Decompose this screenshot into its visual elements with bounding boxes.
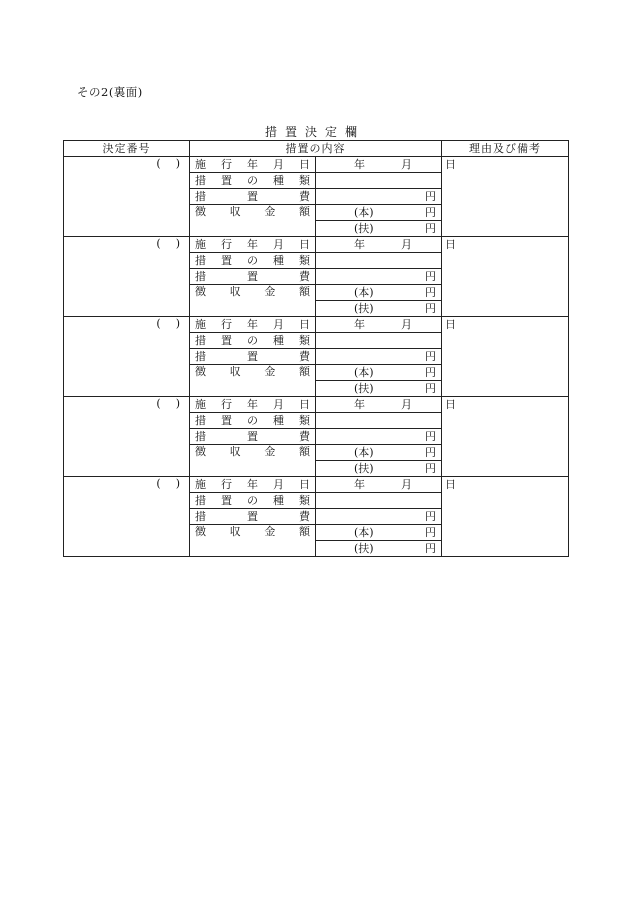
measure-decision-table [63, 140, 569, 557]
label-char: 年 [247, 477, 258, 491]
label-char: 措 [195, 253, 206, 267]
principal-marker: (本) [354, 365, 374, 379]
measure-kind-value[interactable] [316, 493, 442, 509]
label-char: 置 [247, 509, 258, 523]
label-char: 徴 [195, 205, 206, 218]
year-unit: 年 [354, 477, 365, 491]
label-char: 行 [221, 317, 232, 331]
label-char: 徴 [195, 285, 206, 298]
label-char: 置 [247, 429, 258, 443]
decision-number-placeholder: ( ) [156, 477, 182, 490]
yen-unit: 円 [425, 525, 436, 539]
yen-unit: 円 [425, 509, 436, 523]
label-char: 額 [298, 285, 310, 298]
label-char: 日 [299, 237, 310, 251]
label-char: 金 [264, 365, 276, 378]
yen-unit: 円 [425, 349, 436, 363]
decision-number-placeholder: ( ) [156, 157, 182, 170]
collection-support-value[interactable] [316, 381, 442, 397]
label-char: 月 [273, 397, 284, 411]
header-row [64, 141, 569, 157]
enforcement-date-value[interactable] [316, 397, 456, 413]
principal-marker: (本) [354, 285, 374, 299]
measure-kind-value[interactable] [316, 333, 442, 349]
label-collection-amount [190, 285, 316, 317]
month-unit: 月 [401, 317, 412, 331]
label-char: 施 [195, 477, 206, 491]
principal-marker: (本) [354, 445, 374, 459]
label-measure-kind [190, 333, 316, 349]
record-row-date [64, 477, 569, 493]
label-char: 額 [298, 205, 310, 218]
label-char: 金 [264, 445, 276, 458]
page-side-label: その2(裏面) [77, 85, 143, 99]
principal-marker: (本) [354, 205, 374, 219]
label-char: 置 [247, 349, 258, 363]
year-unit: 年 [354, 237, 365, 251]
measure-cost-value[interactable] [316, 509, 442, 525]
collection-support-value[interactable] [316, 221, 442, 237]
measure-kind-value[interactable] [316, 253, 442, 269]
principal-marker: (本) [354, 525, 374, 539]
measure-content-header: 措置の内容 [190, 141, 442, 157]
label-char: の [247, 413, 258, 427]
yen-unit: 円 [425, 461, 436, 475]
day-unit: 日 [445, 397, 456, 411]
remarks-header: 理由及び備考 [442, 141, 569, 157]
label-char: 類 [299, 253, 310, 267]
label-measure-cost [190, 509, 316, 525]
label-measure-cost [190, 429, 316, 445]
yen-unit: 円 [425, 381, 436, 395]
year-unit: 年 [354, 157, 365, 171]
label-enforcement-date [190, 397, 316, 413]
remarks-cell[interactable] [442, 317, 569, 397]
collection-principal-value[interactable] [316, 445, 442, 461]
label-char: 金 [264, 205, 276, 218]
yen-unit: 円 [425, 269, 436, 283]
measure-cost-value[interactable] [316, 189, 442, 205]
support-marker: (扶) [354, 541, 374, 555]
day-unit: 日 [445, 157, 456, 171]
label-char: 費 [299, 189, 310, 203]
decision-number-cell[interactable] [64, 237, 190, 317]
yen-unit: 円 [425, 301, 436, 315]
label-measure-cost [190, 349, 316, 365]
label-char: 種 [273, 253, 284, 267]
label-char: 種 [273, 493, 284, 507]
decision-number-header: 決定番号 [64, 141, 190, 157]
measure-kind-value[interactable] [316, 413, 442, 429]
day-unit: 日 [445, 477, 456, 491]
label-char: 措 [195, 349, 206, 363]
month-unit: 月 [401, 477, 412, 491]
label-char: の [247, 253, 258, 267]
collection-support-value[interactable] [316, 541, 442, 557]
decision-number-placeholder: ( ) [156, 317, 182, 330]
label-char: 費 [299, 269, 310, 283]
collection-principal-value[interactable] [316, 205, 442, 221]
record-row-date [64, 237, 569, 253]
measure-cost-value[interactable] [316, 429, 442, 445]
label-char: 収 [229, 285, 241, 298]
label-enforcement-date [190, 237, 316, 253]
collection-support-value[interactable] [316, 301, 442, 317]
label-char: 類 [299, 333, 310, 347]
yen-unit: 円 [425, 445, 436, 459]
decision-number-cell[interactable] [64, 397, 190, 477]
label-char: 置 [221, 173, 232, 187]
yen-unit: 円 [425, 221, 436, 235]
label-char: 措 [195, 173, 206, 187]
label-char: 金 [264, 285, 276, 298]
label-char: 施 [195, 157, 206, 171]
label-char: 費 [299, 429, 310, 443]
label-measure-kind [190, 173, 316, 189]
label-char: 収 [229, 445, 241, 458]
month-unit: 月 [401, 397, 412, 411]
label-char: 月 [273, 317, 284, 331]
label-char: 置 [221, 413, 232, 427]
year-unit: 年 [354, 317, 365, 331]
label-measure-kind [190, 253, 316, 269]
remarks-cell[interactable] [442, 237, 569, 317]
yen-unit: 円 [425, 365, 436, 379]
label-collection-amount [190, 445, 316, 477]
label-char: 日 [299, 317, 310, 331]
label-char: 置 [221, 333, 232, 347]
label-char: 額 [298, 445, 310, 458]
yen-unit: 円 [425, 429, 436, 443]
label-char: 月 [273, 477, 284, 491]
measure-kind-value[interactable] [316, 173, 442, 189]
label-collection-amount [190, 365, 316, 397]
label-char: 日 [299, 397, 310, 411]
label-char: 徴 [195, 365, 206, 378]
support-marker: (扶) [354, 461, 374, 475]
remarks-cell[interactable] [442, 157, 569, 237]
label-char: 徴 [195, 445, 206, 458]
month-unit: 月 [401, 237, 412, 251]
measure-cost-value[interactable] [316, 349, 442, 365]
support-marker: (扶) [354, 381, 374, 395]
collection-principal-value[interactable] [316, 525, 442, 541]
label-enforcement-date [190, 157, 316, 173]
label-char: 年 [247, 317, 258, 331]
label-char: 措 [195, 333, 206, 347]
label-char: 収 [229, 525, 241, 538]
label-collection-amount [190, 205, 316, 237]
label-char: 年 [247, 397, 258, 411]
label-char: 類 [299, 173, 310, 187]
day-unit: 日 [445, 237, 456, 251]
label-char: 施 [195, 317, 206, 331]
label-char: 行 [221, 157, 232, 171]
yen-unit: 円 [425, 205, 436, 219]
label-measure-kind [190, 493, 316, 509]
label-char: 種 [273, 413, 284, 427]
decision-number-placeholder: ( ) [156, 397, 182, 410]
label-char: 年 [247, 237, 258, 251]
label-char: 行 [221, 237, 232, 251]
label-char: の [247, 173, 258, 187]
label-char: 月 [273, 157, 284, 171]
label-char: 行 [221, 477, 232, 491]
month-unit: 月 [401, 157, 412, 171]
label-char: 額 [298, 365, 310, 378]
collection-principal-value[interactable] [316, 285, 442, 301]
yen-unit: 円 [425, 541, 436, 555]
label-enforcement-date [190, 477, 316, 493]
collection-principal-value[interactable] [316, 365, 442, 381]
label-char: の [247, 493, 258, 507]
label-char: 置 [247, 269, 258, 283]
label-char: 日 [299, 477, 310, 491]
support-marker: (扶) [354, 301, 374, 315]
label-char: 費 [299, 509, 310, 523]
label-char: 種 [273, 333, 284, 347]
label-char: 施 [195, 397, 206, 411]
label-enforcement-date [190, 317, 316, 333]
collection-support-value[interactable] [316, 461, 442, 477]
decision-number-cell[interactable] [64, 157, 190, 237]
label-char: 徴 [195, 525, 206, 538]
label-char: 措 [195, 189, 206, 203]
label-char: 日 [299, 157, 310, 171]
label-char: 収 [229, 365, 241, 378]
label-char: 置 [221, 253, 232, 267]
label-char: 行 [221, 397, 232, 411]
label-char: 類 [299, 493, 310, 507]
year-unit: 年 [354, 397, 365, 411]
enforcement-date-value[interactable] [316, 477, 456, 493]
label-char: 置 [221, 493, 232, 507]
decision-number-cell[interactable] [64, 477, 190, 557]
decision-number-placeholder: ( ) [156, 237, 182, 250]
label-char: 類 [299, 413, 310, 427]
day-unit: 日 [445, 317, 456, 331]
label-char: 年 [247, 157, 258, 171]
decision-number-cell[interactable] [64, 317, 190, 397]
enforcement-date-value[interactable] [316, 237, 456, 253]
record-row-date [64, 397, 569, 413]
label-measure-kind [190, 413, 316, 429]
label-char: 措 [195, 413, 206, 427]
label-char: の [247, 333, 258, 347]
yen-unit: 円 [425, 189, 436, 203]
label-char: 種 [273, 173, 284, 187]
label-char: 収 [229, 205, 241, 218]
label-measure-cost [190, 269, 316, 285]
label-char: 月 [273, 237, 284, 251]
label-char: 置 [247, 189, 258, 203]
label-char: 措 [195, 509, 206, 523]
form-title: 措置決定欄 [264, 125, 365, 139]
label-measure-cost [190, 189, 316, 205]
label-char: 金 [264, 525, 276, 538]
label-char: 費 [299, 349, 310, 363]
label-char: 措 [195, 269, 206, 283]
remarks-cell[interactable] [442, 477, 569, 557]
record-row-date [64, 317, 569, 333]
enforcement-date-value[interactable] [316, 317, 456, 333]
label-char: 施 [195, 237, 206, 251]
support-marker: (扶) [354, 221, 374, 235]
label-char: 額 [298, 525, 310, 538]
label-char: 措 [195, 493, 206, 507]
label-collection-amount [190, 525, 316, 557]
yen-unit: 円 [425, 285, 436, 299]
record-row-date [64, 157, 569, 173]
measure-cost-value[interactable] [316, 269, 442, 285]
remarks-cell[interactable] [442, 397, 569, 477]
enforcement-date-value[interactable] [316, 157, 456, 173]
label-char: 措 [195, 429, 206, 443]
